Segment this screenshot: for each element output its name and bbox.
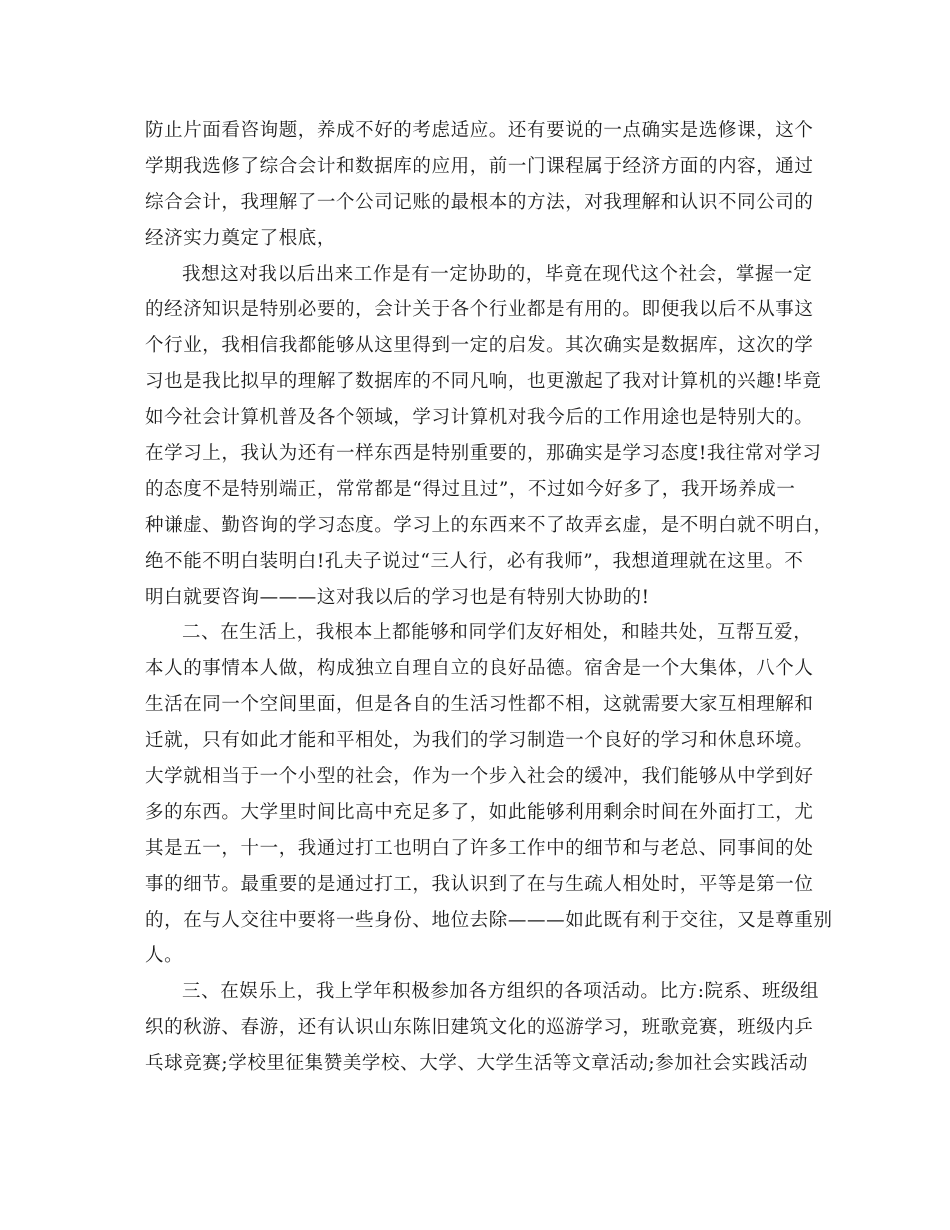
text-line: 如今社会计算机普及各个领域，学习计算机对我今后的工作用途也是特别大的。: [145, 407, 814, 429]
paragraph-entertainment: [145, 974, 825, 1082]
text-line: 我想这对我以后出来工作是有一定协助的，毕竟在现代这个社会，掌握一定: [182, 263, 813, 285]
text-line: 迁就，只有如此才能和平相处，为我们的学习制造一个良好的学习和休息环境。: [145, 730, 814, 752]
text-line: 在学习上，我认为还有一样东西是特别重要的，那确实是学习态度!我往常对学习: [145, 443, 822, 465]
text-line: 织的秋游、春游，还有认识山东陈旧建筑文化的巡游学习，班歌竞赛，班级内乒: [145, 1017, 814, 1039]
text-line: 生活在同一个空间里面，但是各自的生活习性都不相，这就需要大家互相理解和: [145, 694, 814, 716]
text-line: 人。: [145, 945, 184, 967]
text-line: 乓球竞赛;学校里征集赞美学校、大学、大学生活等文章活动;参加社会实践活动: [145, 1053, 809, 1075]
text-line: 多的东西。大学里时间比高中充足多了，如此能够利用剩余时间在外面打工，尤: [145, 801, 814, 823]
text-line: 的，在与人交往中要将一些身份、地位去除———如此既有利于交往，又是尊重别: [145, 909, 833, 931]
paragraph-accounting-course: [145, 113, 825, 257]
text-line: 种谦虚、勤咨询的学习态度。学习上的东西来不了故弄玄虚，是不明白就不明白，: [145, 514, 833, 536]
paragraph-study-attitude: [145, 257, 833, 616]
text-line: 明白就要咨询———这对我以后的学习也是有特别大协助的!: [145, 586, 650, 608]
paragraph-life: [145, 615, 833, 974]
text-line: 的经济知识是特别必要的，会计关于各个行业都是有用的。即便我以后不从事这: [145, 299, 814, 321]
text-line: 个行业，我相信我都能够从这里得到一定的启发。其次确实是数据库，这次的学: [145, 335, 814, 357]
body-text: [145, 113, 833, 1082]
text-line: 习也是我比拟早的理解了数据库的不同凡响，也更激起了我对计算机的兴趣!毕竟: [145, 371, 822, 393]
text-line: 综合会计，我理解了一个公司记账的最根本的方法，对我理解和认识不同公司的: [145, 191, 814, 213]
text-line: 二、在生活上，我根本上都能够和同学们友好相处，和睦共处，互帮互爱，: [182, 622, 813, 644]
text-line: 经济实力奠定了根底，: [145, 227, 337, 249]
text-line: 三、在娱乐上，我上学年积极参加各方组织的各项活动。比方:院系、班级组: [182, 981, 820, 1003]
text-line: 绝不能不明白装明白!孔夫子说过“三人行，必有我师”，我想道理就在这里。不: [145, 550, 804, 572]
text-line: 学期我选修了综合会计和数据库的应用，前一门课程属于经济方面的内容，通过: [145, 155, 814, 177]
text-line: 事的细节。最重要的是通过打工，我认识到了在与生疏人相处时，平等是第一位: [145, 873, 814, 895]
text-line: 大学就相当于一个小型的社会，作为一个步入社会的缓冲，我们能够从中学到好: [145, 766, 814, 788]
text-line: 的态度不是特别端正，常常都是“得过且过”，不过如今好多了，我开场养成一: [145, 478, 796, 500]
text-line: 其是五一，十一，我通过打工也明白了许多工作中的细节和与老总、同事间的处: [145, 837, 814, 859]
text-line: 防止片面看咨询题，养成不好的考虑适应。还有要说的一点确实是选修课，这个: [145, 120, 814, 141]
text-line: 本人的事情本人做，构成独立自理自立的良好品德。宿舍是一个大集体，八个人: [145, 658, 814, 680]
